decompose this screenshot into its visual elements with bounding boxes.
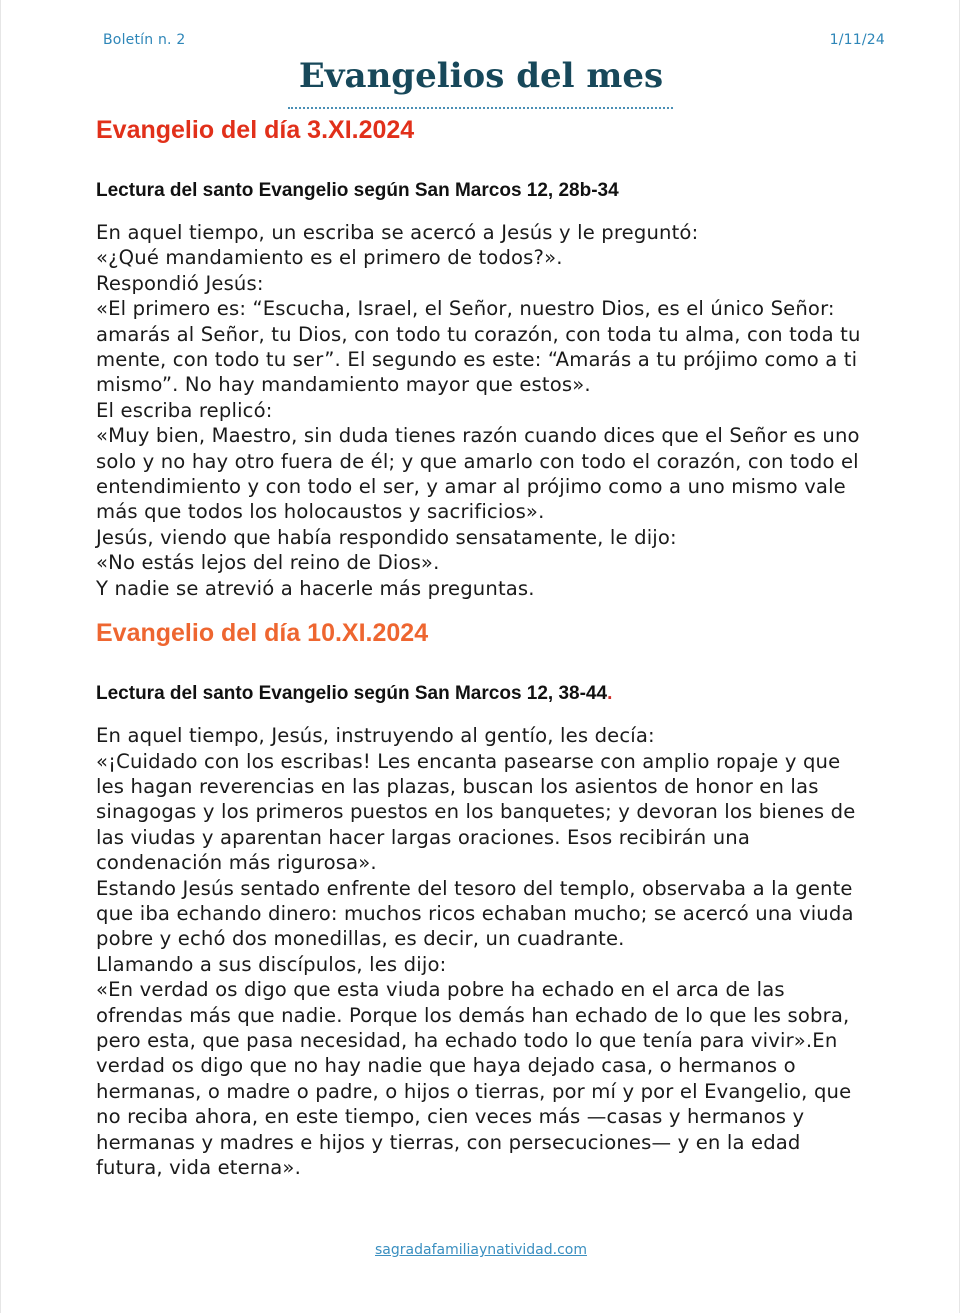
text-line: ofrendas más que nadie. Porque los demás han echado de lo que les sobra, [96,1003,850,1027]
text-line: Jesús, viendo que había respondido sensatamente, le dijo: [96,525,677,549]
text-line: En aquel tiempo, un escriba se acercó a Jesús y le preguntó: [96,221,699,244]
text-line: les hagan reverencias en las plazas, buscan los asientos de honor en las [96,774,819,798]
reading-reference-suffix: . [607,683,613,705]
page-title: Evangelios del mes [298,56,664,96]
text-line: que iba echando dinero: muchos ricos echaban mucho; se acercó una viuda [96,901,854,925]
gospel-content [96,114,906,1180]
text-line: amarás al Señor, tu Dios, con todo tu corazón, con toda tu alma, con toda tu [96,322,861,346]
gospel-text [96,723,906,1180]
text-line: «¡Cuidado con los escribas! Les encanta pasearse con amplio ropaje y que [96,749,841,773]
text-line: mismo”. No hay mandamiento mayor que estos». [96,373,591,397]
text-line: las viudas y aparentan hacer largas oraciones. Esos recibirán una [96,825,750,849]
text-line: mente, con todo tu ser”. El segundo es este: “Amarás a tu prójimo como a ti [96,348,858,372]
text-line: verdad os digo que no hay nadie que haya dejado casa, o hermanos o [96,1054,796,1078]
text-line: hermanas y madres e hijos y tierras, con persecuciones— y en la edad [96,1130,801,1154]
text-line: solo y no hay otro fuera de él; y que amarlo con todo el corazón, con todo el [96,449,859,473]
text-line: sinagogas y los primeros puestos en los banquetes; y devoran los bienes de [96,800,856,824]
text-line: condenación más rigurosa». [96,851,377,875]
text-line: Y nadie se atrevió a hacerle más preguntas. [96,576,535,600]
title-divider [288,107,673,109]
section-title: Evangelio del día 3.XI.2024 [96,116,415,144]
text-line: En aquel tiempo, Jesús, instruyendo al gentío, les decía: [96,724,655,748]
text-line: Respondió Jesús: [96,271,264,295]
text-line: «¿Qué mandamiento es el primero de todos?». [96,246,563,270]
text-line: «En verdad os digo que esta viuda pobre ha echado en el arca de las [96,978,785,1002]
reading-reference [96,682,906,706]
gospel-section-1 [96,114,906,601]
text-line: futura, vida eterna». [96,1156,301,1179]
text-line: hermanas, o madre o padre, o hijos o tierras, por mí y por el Evangelio, que [96,1079,852,1103]
gospel-section-2 [96,617,906,1180]
text-line: «El primero es: “Escucha, Israel, el Señor, nuestro Dios, es el único Señor: [96,297,835,321]
website-link[interactable]: sagradafamiliaynatividad.com [375,1242,587,1258]
reading-reference-text: Lectura del santo Evangelio según San Marcos 12, 28b-34 [96,180,619,201]
text-line: pobre y echó dos monedillas, es decir, un cuadrante. [96,927,625,951]
text-line: entendimiento y con todo el ser, y amar al prójimo como a uno mismo vale [96,475,846,499]
text-line: El escriba replicó: [96,398,273,422]
text-line: «Muy bien, Maestro, sin duda tienes razón cuando dices que el Señor es uno [96,424,860,448]
text-line: «No estás lejos del reino de Dios». [96,551,440,575]
reading-reference-text: Lectura del santo Evangelio según San Marcos 12, 38-44 [96,683,608,705]
reading-reference [96,179,906,203]
text-line: Estando Jesús sentado enfrente del tesoro del templo, observaba a la gente [96,876,853,900]
gospel-text [96,220,906,601]
bulletin-number: Boletín n. 2 [103,32,186,48]
text-line: Llamando a sus discípulos, les dijo: [96,952,447,976]
text-line: no reciba ahora, en este tiempo, cien veces más —casas y hermanos y [96,1105,805,1129]
text-line: pero esta, que pasa necesidad, ha echado todo lo que tenía para vivir».En [96,1028,838,1052]
bulletin-date: 1/11/24 [829,32,885,48]
section-title: Evangelio del día 10.XI.2024 [96,619,429,648]
text-line: más que todos los holocaustos y sacrificios». [96,500,545,524]
